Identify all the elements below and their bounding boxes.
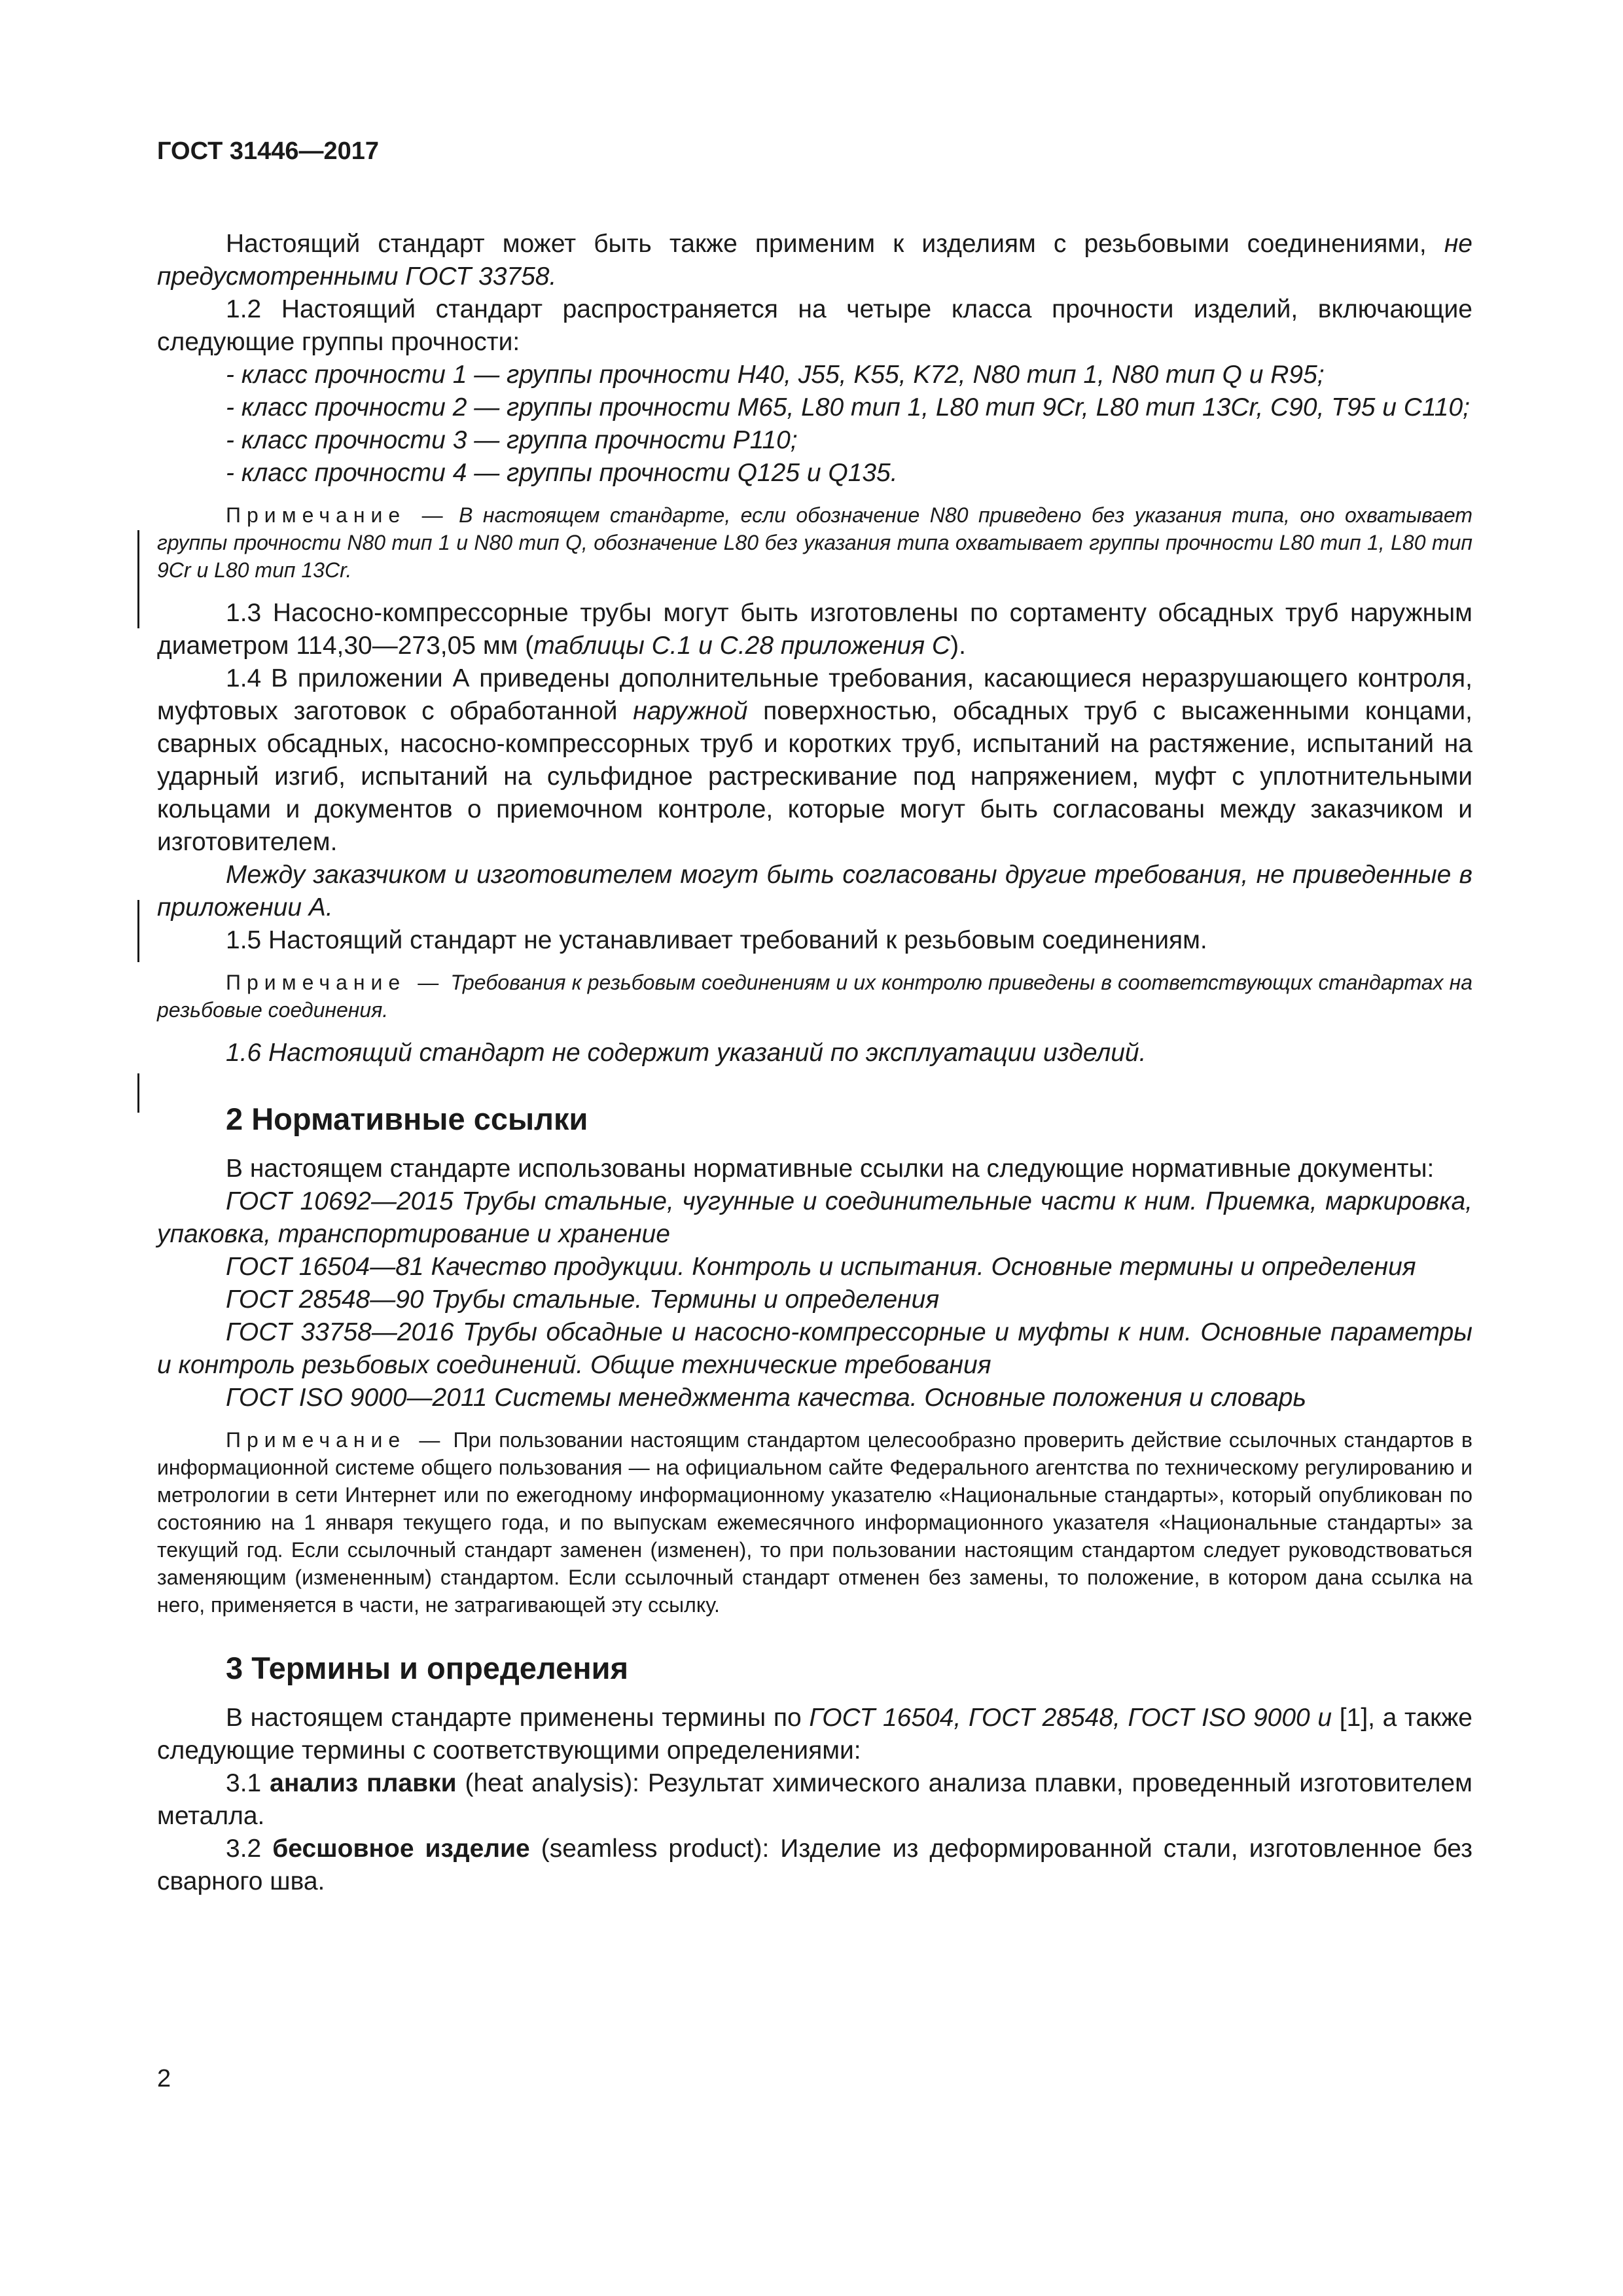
change-bar [137,530,139,628]
term-3-2: 3.2 бесшовное изделие (seamless product): Изделие из деформированной стали, изготовленное без сварного шва. [157,1835,1473,1895]
list-item: - класс прочности 1 — группы прочности H40, J55, K55, K72, N80 тип 1, N80 тип Q и R95; [226,361,1325,389]
note-1: Примечание — В настоящем стандарте, если обозначение N80 приведено без указания типа, оно охватывает группы прочности N80 тип 1 и N80 тип Q, обозначение L80 без указания типа охватывает группы прочности L80 тип 1, L80 тип 9Cr и L80 тип 13Cr. [157,503,1472,582]
reference-list [157,1185,1472,1414]
intro-paragraph: Настоящий стандарт может быть также применим к изделиям с резьбовыми соединениями, не предусмотренными ГОСТ 33758. [157,230,1472,291]
section-3-title: 3 Термины и определения [226,1651,628,1685]
change-bar [137,900,139,962]
note-2: Примечание — Требования к резьбовым соединениям и их контролю приведены в соответствующих стандартах на резьбовые соединения. [157,971,1473,1022]
section-2-intro: В настоящем стандарте использованы нормативные ссылки на следующие нормативные документы: [226,1155,1435,1183]
note-3: Примечание — При пользовании настоящим стандартом целесообразно проверить действие ссылочных стандартов в информационной системе общего пользования — на официальном сайте Федерального агентства по техническому регулированию и метрологии в сети Интернет или по ежегодному информационному указателю «Национальные стандарты», который опубликован по состоянию на 1 января текущего года, и по выпускам ежемесячного информационного указателя «Национальные стандарты» за текущий год. Если ссылочный стандарт заменен (изменен), то при пользовании настоящим стандартом следует руководствоваться заменяющим (измененным) стандартом. Если ссылочный стандарт отменен без замены, то положение, в котором дана ссылка на него, применяется в части, не затрагивающей эту ссылку. [157,1428,1473,1617]
section-2-title: 2 Нормативные ссылки [226,1102,588,1136]
term-3-1: 3.1 анализ плавки (heat analysis): Результат химического анализа плавки, проведенный изготовителем металла. [157,1769,1472,1830]
page-number: 2 [157,2065,171,2092]
strength-class-list [157,359,1472,490]
reference-item: ГОСТ 16504—81 Качество продукции. Контроль и испытания. Основные термины и определения [226,1253,1416,1281]
section-3-intro: В настоящем стандарте применены термины по ГОСТ 16504, ГОСТ 28548, ГОСТ ISO 9000 и [1], а также следующие термины с соответствующими определениями: [157,1704,1472,1765]
list-item: - класс прочности 4 — группы прочности Q125 и Q135. [226,459,898,487]
reference-item: ГОСТ 10692—2015 Трубы стальные, чугунные и соединительные части к ним. Приемка, маркировка, упаковка, транспортирование и хранение [157,1187,1472,1248]
term-name: анализ плавки [270,1769,457,1797]
change-bar [137,1073,139,1113]
clause-1-4-extra: Между заказчиком и изготовителем могут быть согласованы другие требования, не приведенные в приложении А. [157,861,1472,922]
term-name: бесшовное изделие [272,1835,530,1863]
clause-1-2: 1.2 Настоящий стандарт распространяется на четыре класса прочности изделий, включающие следующие группы прочности: [157,295,1472,356]
clause-1-4: 1.4 В приложении А приведены дополнительные требования, касающиеся неразрушающего контроля, муфтовых заготовок с обработанной наружной поверхностью, обсадных труб с высаженными концами, сварных обсадных, насосно-компрессорных труб и коротких труб, испытаний на растяжение, испытаний на ударный изгиб, испытаний на сульфидное растрескивание под напряжением, муфт с уплотнительными кольцами и документов о приемочном контроле, которые могут быть согласованы между заказчиком и изготовителем. [157,664,1473,856]
clause-1-3: 1.3 Насосно-компрессорные трубы могут быть изготовлены по сортаменту обсадных труб наружным диаметром 114,30—273,05 мм (таблицы С.1 и С.28 приложения С). [157,599,1472,660]
reference-item: ГОСТ 28548—90 Трубы стальные. Термины и определения [226,1285,940,1314]
list-item: - класс прочности 2 — группы прочности M65, L80 тип 1, L80 тип 9Cr, L80 тип 13Cr, C90, T95 и C110; [226,393,1470,422]
page-content [157,137,1472,1898]
clause-1-5: 1.5 Настоящий стандарт не устанавливает требований к резьбовым соединениям. [226,926,1207,954]
reference-item: ГОСТ 33758—2016 Трубы обсадные и насосно-компрессорные и муфты к ним. Основные параметры и контроль резьбовых соединений. Общие технические требования [157,1318,1472,1379]
list-item: - класс прочности 3 — группа прочности P110; [226,426,798,454]
clause-1-6: 1.6 Настоящий стандарт не содержит указаний по эксплуатации изделий. [226,1039,1147,1067]
reference-item: ГОСТ ISO 9000—2011 Системы менеджмента качества. Основные положения и словарь [226,1384,1306,1412]
document-header: ГОСТ 31446—2017 [157,137,380,165]
